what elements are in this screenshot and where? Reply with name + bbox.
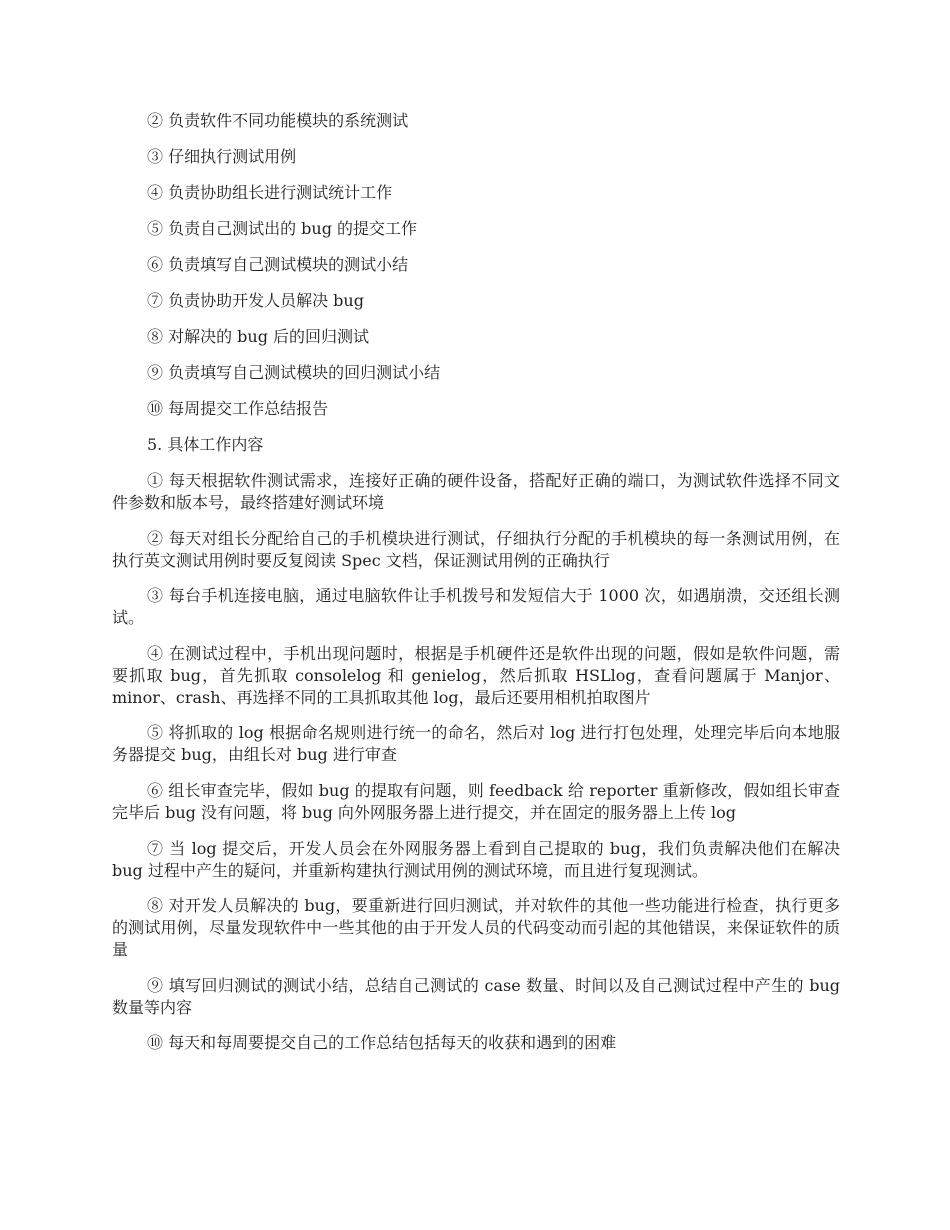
document-body <box>112 110 840 1068</box>
responsibility-item: ④ 负责协助组长进行测试统计工作 <box>147 183 393 202</box>
responsibility-item: ⑧ 对解决的 bug 后的回归测试 <box>147 327 370 346</box>
responsibility-item: ② 负责软件不同功能模块的系统测试 <box>147 111 409 130</box>
responsibility-item: ⑨ 负责填写自己测试模块的回归测试小结 <box>147 363 441 382</box>
work-content-list <box>112 470 840 1054</box>
work-item-paragraph: ⑦ 当 log 提交后，开发人员会在外网服务器上看到自己提取的 bug，我们负责解决他们在解决 bug 过程中产生的疑问，并重新构建执行测试用例的测试环境，而且进行复现测试。 <box>112 838 840 880</box>
responsibility-item: ⑤ 负责自己测试出的 bug 的提交工作 <box>147 219 418 238</box>
section-heading: 5. 具体工作内容 <box>147 435 264 454</box>
work-item-paragraph: ④ 在测试过程中，手机出现问题时，根据是手机硬件还是软件出现的问题，假如是软件问题，需要抓取 bug，首先抓取 consolelog 和 genielog，然后抓取 HSLlog，查看问题属于 Manjor、minor、crash、再选择不同的工具抓取其他 log，最后还要用相机拍取图片 <box>112 643 840 707</box>
responsibility-list <box>112 110 840 420</box>
work-item-paragraph: ③ 每台手机连接电脑，通过电脑软件让手机拨号和发短信大于 1000 次，如遇崩溃，交还组长测试。 <box>112 586 840 628</box>
work-item-paragraph: ⑤ 将抓取的 log 根据命名规则进行统一的命名，然后对 log 进行打包处理，处理完毕后向本地服务器提交 bug，由组长对 bug 进行审查 <box>112 723 840 765</box>
responsibility-item: ⑦ 负责协助开发人员解决 bug <box>147 291 364 310</box>
responsibility-item: ③ 仔细执行测试用例 <box>147 147 297 166</box>
work-item-paragraph: ⑩ 每天和每周要提交自己的工作总结包括每天的收获和遇到的困难 <box>147 1033 617 1053</box>
work-item-paragraph: ⑥ 组长审查完毕，假如 bug 的提取有问题，则 feedback 给 reporter 重新修改，假如组长审查完毕后 bug 没有问题，将 bug 向外网服务器上进行提交，并在固定的服务器上上传 log <box>112 780 840 822</box>
work-item-paragraph: ⑧ 对开发人员解决的 bug，要重新进行回归测试，并对软件的其他一些功能进行检查，执行更多的测试用例，尽量发现软件中一些其他的由于开发人员的代码变动而引起的其他错误，来保证软件的质量 <box>112 896 840 960</box>
work-item-paragraph: ① 每天根据软件测试需求，连接好正确的硬件设备，搭配好正确的端口，为测试软件选择不同文件参数和版本号，最终搭建好测试环境 <box>112 471 840 512</box>
work-item-paragraph: ② 每天对组长分配给自己的手机模块进行测试，仔细执行分配的手机模块的每一条测试用例，在执行英文测试用例时要反复阅读 Spec 文档，保证测试用例的正确执行 <box>112 528 840 570</box>
responsibility-item: ⑥ 负责填写自己测试模块的测试小结 <box>147 255 409 274</box>
work-item-paragraph: ⑨ 填写回归测试的测试小结，总结自己测试的 case 数量、时间以及自己测试过程中产生的 bug 数量等内容 <box>112 975 840 1017</box>
responsibility-item: ⑩ 每周提交工作总结报告 <box>147 399 329 418</box>
